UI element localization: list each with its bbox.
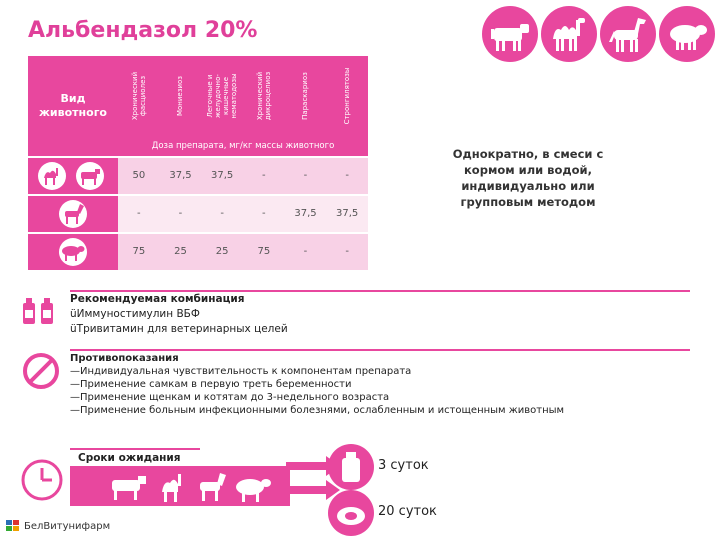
logo-icon	[6, 520, 20, 532]
sheep-icon	[28, 234, 118, 270]
column-header: Хронический фасциолез	[118, 56, 160, 136]
prohibited-icon	[22, 352, 60, 390]
table-cell: 50	[132, 170, 146, 181]
table-cell: -	[137, 208, 141, 219]
list-item: üИммуностимулин ВБФ	[70, 308, 200, 320]
table-cell: 37,5	[169, 170, 192, 181]
table-cell: -	[303, 170, 308, 181]
column-header: Параскариоз	[285, 56, 327, 136]
table-cell: -	[262, 170, 266, 181]
horse-icon	[28, 196, 118, 232]
bottles-icon	[22, 296, 62, 326]
milk-waiting-period: 3 суток	[378, 458, 429, 473]
table-cell: -	[345, 170, 349, 181]
column-header: Легочные и желудочно-кишечные нематодозы	[201, 56, 243, 136]
section-divider	[70, 448, 200, 450]
clock-icon	[20, 458, 64, 502]
company-logo	[6, 520, 110, 532]
table-cell: 37,5	[336, 208, 359, 219]
list-item: —Применение щенкам и котятам до 3-недельного возраста	[70, 392, 390, 403]
table-row	[28, 158, 368, 194]
list-item: —Индивидуальная чувствительность к компонентам препарата	[70, 366, 412, 377]
table-cell: -	[262, 208, 266, 219]
table-cell: 25	[174, 246, 187, 257]
waiting-heading: Сроки ожидания	[78, 452, 181, 464]
table-row	[28, 196, 368, 232]
table-cell: -	[220, 208, 224, 219]
sheep-icon	[659, 6, 715, 62]
section-divider	[70, 349, 690, 351]
meat-icon	[328, 490, 374, 536]
animal-icons-header	[482, 6, 714, 66]
contraindications-section	[70, 352, 564, 417]
horse-icon	[600, 6, 656, 62]
table-cell: 37,5	[211, 170, 234, 181]
meat-waiting-period: 20 суток	[378, 504, 437, 519]
table-cell: -	[345, 246, 349, 257]
animal-type-header: Вид животного	[28, 56, 118, 156]
recommended-section	[70, 292, 288, 337]
logo-text: БелВитунифарм	[24, 521, 111, 532]
list-item: —Применение самкам в первую треть беременности	[70, 379, 352, 390]
list-item: üТривитамин для ветеринарных целей	[70, 323, 288, 335]
row-animals	[28, 234, 118, 270]
table-row	[28, 234, 368, 270]
table-cell: -	[303, 246, 308, 257]
waiting-animals	[70, 466, 290, 506]
administration-note: Однократно, в смеси с кормом или водой, индивидуально или групповым методом	[452, 147, 604, 209]
column-header: Хронический дикроцелиоз	[243, 56, 285, 136]
dose-unit-label: Доза препарата, мг/кг массы животного	[118, 136, 368, 156]
table-cell: -	[178, 208, 183, 219]
row-animals	[28, 158, 118, 194]
table-cell: 37,5	[294, 208, 317, 219]
table-cell: 75	[132, 246, 146, 257]
list-item: —Применение больным инфекционными болезнями, ослабленным и истощенным животным	[70, 405, 565, 416]
camel-icon	[541, 6, 597, 62]
column-header: Стронгилятозы	[326, 56, 368, 136]
table-cell: 75	[257, 246, 271, 257]
row-animals	[28, 196, 118, 232]
table-cell: 25	[215, 246, 229, 257]
milk-icon	[328, 444, 374, 490]
page-title: Альбендазол 20%	[28, 18, 258, 43]
contraindications-heading: Противопоказания	[70, 353, 179, 364]
recommended-heading: Рекомендуемая комбинация	[70, 293, 245, 305]
cow-icon	[482, 6, 538, 62]
camel-icon	[28, 158, 118, 194]
column-header: Мониезиоз	[160, 56, 202, 136]
